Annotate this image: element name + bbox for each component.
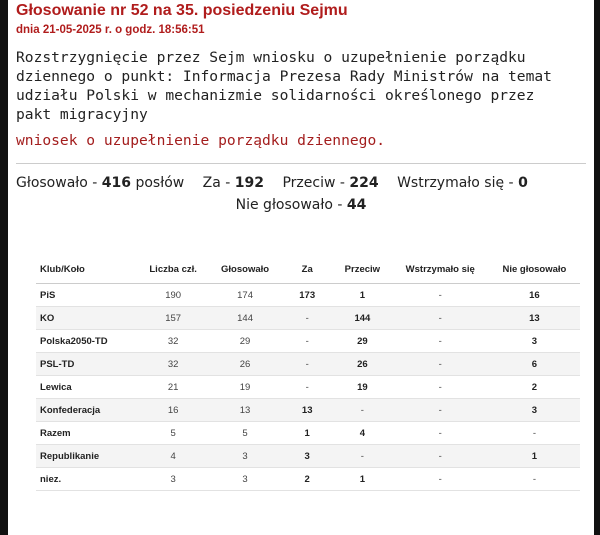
table-cell: -: [281, 330, 333, 353]
nie-glosowalo-label: Nie głosowało -: [235, 197, 343, 213]
za-value: 192: [234, 175, 265, 191]
table-cell: -: [392, 399, 489, 422]
club-link[interactable]: Razem: [36, 422, 137, 445]
table-row: [36, 422, 580, 445]
club-link[interactable]: Republikanie: [36, 445, 137, 468]
table-cell: 29: [209, 330, 282, 353]
table-cell: 2: [489, 376, 580, 399]
wstrzymalo-label: Wstrzymało się -: [397, 175, 514, 191]
table-cell: 190: [137, 284, 208, 307]
club-link[interactable]: Konfederacja: [36, 399, 137, 422]
vote-page: [16, 0, 586, 213]
header-nie-glosowalo: Nie głosowało: [489, 254, 580, 284]
table-cell: 4: [137, 445, 208, 468]
table-cell: 32: [137, 353, 208, 376]
header-klub: Klub/Koło: [36, 254, 137, 284]
vote-summary: [16, 175, 586, 191]
table-cell: 16: [137, 399, 208, 422]
table-cell: 2: [281, 468, 333, 491]
vote-date: dnia 21-05-2025 r. o godz. 18:56:51: [16, 24, 205, 36]
table-cell: 1: [281, 422, 333, 445]
wstrzymalo-value: 0: [518, 175, 528, 191]
header-glosowalo: Głosowało: [209, 254, 282, 284]
poslow-label: posłów: [135, 175, 185, 191]
results-table: [36, 254, 580, 491]
table-row: [36, 353, 580, 376]
table-cell: 3: [281, 445, 333, 468]
table-cell: -: [281, 353, 333, 376]
table-row: [36, 399, 580, 422]
table-cell: 19: [333, 376, 392, 399]
table-cell: -: [392, 445, 489, 468]
table-cell: -: [281, 307, 333, 330]
table-cell: 5: [137, 422, 208, 445]
table-cell: 3: [137, 468, 208, 491]
table-cell: -: [392, 422, 489, 445]
page-title: Głosowanie nr 52 na 35. posiedzeniu Sejmu: [16, 2, 348, 19]
table-cell: -: [333, 399, 392, 422]
table-cell: 144: [209, 307, 282, 330]
left-frame-border: [0, 0, 8, 535]
table-cell: -: [489, 422, 580, 445]
glosowalo-value: 416: [101, 175, 132, 191]
club-link[interactable]: PSL-TD: [36, 353, 137, 376]
table-row: [36, 445, 580, 468]
table-cell: -: [392, 330, 489, 353]
table-cell: 3: [209, 445, 282, 468]
club-link[interactable]: niez.: [36, 468, 137, 491]
club-link[interactable]: Polska2050-TD: [36, 330, 137, 353]
przeciw-label: Przeciw -: [282, 175, 345, 191]
table-cell: 174: [209, 284, 282, 307]
table-cell: 1: [333, 468, 392, 491]
divider: [16, 163, 586, 164]
table-cell: 1: [333, 284, 392, 307]
table-cell: 3: [209, 468, 282, 491]
table-cell: -: [392, 353, 489, 376]
results-table-wrapper: [36, 254, 586, 491]
table-cell: 3: [489, 399, 580, 422]
club-link[interactable]: Lewica: [36, 376, 137, 399]
header-liczba: Liczba czł.: [137, 254, 208, 284]
table-cell: 32: [137, 330, 208, 353]
table-cell: -: [392, 307, 489, 330]
nie-glosowalo-value: 44: [346, 197, 367, 213]
table-cell: 13: [489, 307, 580, 330]
club-link[interactable]: PiS: [36, 284, 137, 307]
header-wstrzymalo: Wstrzymało się: [392, 254, 489, 284]
table-cell: 5: [209, 422, 282, 445]
table-cell: 19: [209, 376, 282, 399]
table-cell: -: [489, 468, 580, 491]
table-row: [36, 376, 580, 399]
przeciw-value: 224: [349, 175, 379, 191]
table-cell: 13: [209, 399, 282, 422]
table-body: [36, 284, 580, 491]
table-cell: 157: [137, 307, 208, 330]
table-row: [36, 284, 580, 307]
right-frame-border: [594, 0, 600, 535]
table-cell: 3: [489, 330, 580, 353]
table-cell: 173: [281, 284, 333, 307]
table-row: [36, 468, 580, 491]
glosowalo-label: Głosowało -: [16, 175, 98, 191]
header-przeciw: Przeciw: [333, 254, 392, 284]
table-cell: 21: [137, 376, 208, 399]
za-label: Za -: [202, 175, 231, 191]
table-cell: -: [392, 376, 489, 399]
nie-glosowalo-summary: [16, 197, 586, 213]
table-cell: 1: [489, 445, 580, 468]
table-cell: 4: [333, 422, 392, 445]
vote-result: wniosek o uzupełnienie porządku dziennego.: [16, 132, 386, 149]
header-za: Za: [281, 254, 333, 284]
table-header-row: [36, 254, 580, 284]
table-cell: 26: [209, 353, 282, 376]
table-cell: -: [333, 445, 392, 468]
table-cell: 26: [333, 353, 392, 376]
table-cell: 29: [333, 330, 392, 353]
table-cell: 16: [489, 284, 580, 307]
club-link[interactable]: KO: [36, 307, 137, 330]
table-cell: -: [392, 468, 489, 491]
table-row: [36, 307, 580, 330]
table-cell: 6: [489, 353, 580, 376]
table-cell: -: [392, 284, 489, 307]
table-cell: -: [281, 376, 333, 399]
table-cell: 13: [281, 399, 333, 422]
table-cell: 144: [333, 307, 392, 330]
table-row: [36, 330, 580, 353]
vote-description: Rozstrzygnięcie przez Sejm wniosku o uzupełnienie porządku dziennego o punkt: Informacja Prezesa Rady Ministrów na temat udziału Polski w mechanizmie solidarności określonego przez pakt migracyjny: [16, 49, 552, 123]
